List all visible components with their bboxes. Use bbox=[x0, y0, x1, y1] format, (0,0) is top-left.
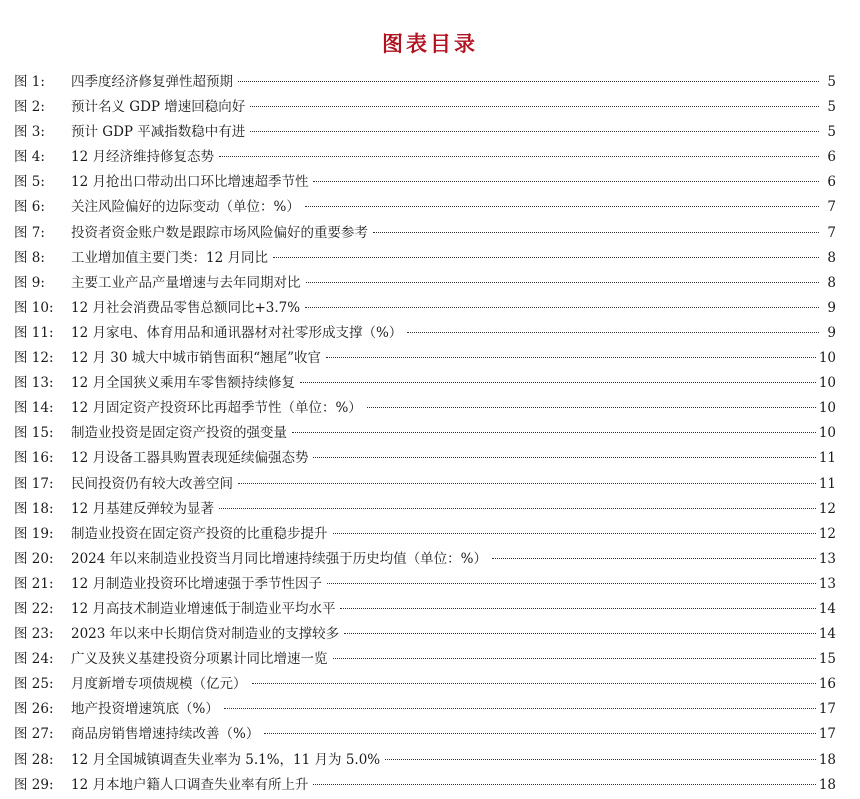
page-number: 17 bbox=[818, 726, 836, 743]
figure-number: 图 21: bbox=[14, 575, 54, 592]
figure-caption: 预计 GDP 平减指数稳中有进 bbox=[71, 124, 246, 141]
page-number: 5 bbox=[827, 74, 836, 90]
dot-leader bbox=[300, 382, 816, 383]
dot-leader bbox=[292, 432, 816, 433]
dot-leader bbox=[340, 608, 815, 609]
toc-entry[interactable] bbox=[14, 321, 836, 346]
page-number: 8 bbox=[827, 249, 836, 266]
figure-number: 图 26: bbox=[14, 701, 54, 718]
dot-leader bbox=[492, 558, 816, 559]
toc-entry[interactable] bbox=[14, 271, 836, 296]
figure-caption: 12 月高技术制造业增速低于制造业平均水平 bbox=[71, 600, 336, 617]
page-number: 10 bbox=[818, 375, 836, 392]
toc-entry[interactable] bbox=[14, 522, 836, 547]
page-number: 10 bbox=[818, 400, 836, 417]
toc-entry[interactable] bbox=[14, 622, 836, 647]
figure-caption: 主要工业产品产量增速与去年同期对比 bbox=[71, 274, 301, 291]
figure-caption: 12 月设备工器具购置表现延续偏强态势 bbox=[71, 450, 309, 467]
dot-leader bbox=[313, 457, 815, 458]
dot-leader bbox=[305, 206, 819, 207]
toc-entry[interactable] bbox=[14, 396, 836, 421]
figure-number: 图 7: bbox=[14, 224, 45, 241]
page-number: 12 bbox=[818, 525, 836, 542]
figure-caption: 四季度经济修复弹性超预期 bbox=[71, 74, 233, 90]
toc-entry[interactable] bbox=[14, 145, 836, 170]
figure-caption: 月度新增专项债规模（亿元） bbox=[71, 676, 247, 693]
figure-caption: 2023 年以来中长期信贷对制造业的支撑较多 bbox=[71, 626, 340, 643]
page-number: 6 bbox=[827, 174, 836, 191]
toc-entry[interactable] bbox=[14, 597, 836, 622]
figure-number: 图 11: bbox=[14, 324, 54, 341]
toc-entry[interactable] bbox=[14, 170, 836, 195]
figure-caption: 制造业投资是固定资产投资的强变量 bbox=[71, 425, 287, 442]
toc-entry[interactable] bbox=[14, 195, 836, 220]
toc-entry[interactable] bbox=[14, 697, 836, 722]
figure-number: 图 5: bbox=[14, 174, 45, 191]
figure-number: 图 13: bbox=[14, 375, 54, 392]
page-number: 10 bbox=[818, 350, 836, 367]
figure-number: 图 12: bbox=[14, 350, 54, 367]
dot-leader bbox=[327, 583, 816, 584]
figure-caption: 12 月家电、体育用品和通讯器材对社零形成支撑（%） bbox=[71, 324, 403, 341]
toc-entry[interactable] bbox=[14, 421, 836, 446]
page-number: 7 bbox=[827, 224, 836, 241]
figure-caption: 商品房销售增速持续改善（%） bbox=[71, 726, 260, 743]
page-number: 13 bbox=[818, 575, 836, 592]
figure-number: 图 27: bbox=[14, 726, 54, 743]
dot-leader bbox=[250, 106, 819, 107]
dot-leader bbox=[333, 533, 816, 534]
toc-list bbox=[14, 70, 836, 798]
figure-number: 图 6: bbox=[14, 199, 45, 216]
figure-caption: 预计名义 GDP 增速回稳向好 bbox=[71, 99, 246, 116]
figure-caption: 广义及狭义基建投资分项累计同比增速一览 bbox=[71, 651, 328, 668]
figure-number: 图 15: bbox=[14, 425, 54, 442]
toc-entry[interactable] bbox=[14, 647, 836, 672]
figure-caption: 12 月制造业投资环比增速强于季节性因子 bbox=[71, 575, 322, 592]
dot-leader bbox=[326, 357, 816, 358]
toc-entry[interactable] bbox=[14, 572, 836, 597]
page-number: 5 bbox=[827, 124, 836, 141]
dot-leader bbox=[252, 683, 816, 684]
figure-number: 图 23: bbox=[14, 626, 54, 643]
figure-caption: 12 月社会消费品零售总额同比+3.7% bbox=[71, 299, 301, 316]
dot-leader bbox=[313, 181, 819, 182]
figure-number: 图 8: bbox=[14, 249, 45, 266]
page-number: 14 bbox=[818, 626, 836, 643]
dot-leader bbox=[373, 232, 819, 233]
toc-entry[interactable] bbox=[14, 748, 836, 773]
page-number: 15 bbox=[818, 651, 836, 668]
figure-number: 图 17: bbox=[14, 475, 54, 492]
dot-leader bbox=[333, 658, 816, 659]
dot-leader bbox=[250, 131, 819, 132]
figure-caption: 12 月固定资产投资环比再超季节性（单位：%） bbox=[71, 400, 362, 417]
figure-caption: 12 月基建反弹较为显著 bbox=[71, 500, 214, 517]
toc-entry[interactable] bbox=[14, 371, 836, 396]
dot-leader bbox=[407, 332, 819, 333]
figure-number: 图 3: bbox=[14, 124, 45, 141]
figure-caption: 12 月本地户籍人口调查失业率有所上升 bbox=[71, 776, 309, 793]
figure-caption: 地产投资增速筑底（%） bbox=[71, 701, 219, 718]
figure-number: 图 22: bbox=[14, 600, 54, 617]
toc-entry[interactable] bbox=[14, 446, 836, 471]
figure-number: 图 16: bbox=[14, 450, 54, 467]
toc-entry[interactable] bbox=[14, 472, 836, 497]
figure-caption: 2024 年以来制造业投资当月同比增速持续强于历史均值（单位：%） bbox=[71, 550, 487, 567]
figure-number: 图 28: bbox=[14, 751, 54, 768]
page-number: 17 bbox=[818, 701, 836, 718]
page-number: 11 bbox=[818, 450, 836, 467]
dot-leader bbox=[224, 708, 816, 709]
toc-entry[interactable] bbox=[14, 120, 836, 145]
figure-number: 图 20: bbox=[14, 550, 54, 567]
dot-leader bbox=[273, 257, 819, 258]
page-number: 10 bbox=[818, 425, 836, 442]
dot-leader bbox=[367, 407, 816, 408]
figure-number: 图 24: bbox=[14, 651, 54, 668]
toc-entry[interactable] bbox=[14, 672, 836, 697]
page-number: 12 bbox=[818, 500, 836, 517]
figure-caption: 投资者资金账户数是跟踪市场风险偏好的重要参考 bbox=[71, 224, 368, 241]
page-number: 13 bbox=[818, 550, 836, 567]
dot-leader bbox=[344, 633, 816, 634]
page-number: 16 bbox=[818, 676, 836, 693]
page-number: 6 bbox=[827, 149, 836, 166]
figure-caption: 12 月全国狭义乘用车零售额持续修复 bbox=[71, 375, 295, 392]
figure-number: 图 4: bbox=[14, 149, 45, 166]
toc-entry[interactable] bbox=[14, 547, 836, 572]
page-number: 7 bbox=[827, 199, 836, 216]
toc-entry[interactable] bbox=[14, 773, 836, 798]
page-number: 5 bbox=[827, 99, 836, 116]
figure-number: 图 19: bbox=[14, 525, 54, 542]
toc-entry[interactable] bbox=[14, 246, 836, 271]
figure-caption: 关注风险偏好的边际变动（单位：%） bbox=[71, 199, 300, 216]
toc-entry[interactable] bbox=[14, 70, 836, 95]
toc-title: 图表目录 bbox=[382, 32, 478, 57]
dot-leader bbox=[306, 282, 820, 283]
figure-number: 图 18: bbox=[14, 500, 54, 517]
toc-entry[interactable] bbox=[14, 497, 836, 522]
dot-leader bbox=[238, 81, 819, 82]
figure-number: 图 10: bbox=[14, 299, 54, 316]
figure-caption: 12 月经济维持修复态势 bbox=[71, 149, 214, 166]
figure-caption: 12 月 30 城大中城市销售面积“翘尾”收官 bbox=[71, 350, 322, 367]
dot-leader bbox=[385, 759, 816, 760]
figure-number: 图 1: bbox=[14, 74, 45, 90]
toc-entry[interactable] bbox=[14, 221, 836, 246]
figure-number: 图 29: bbox=[14, 776, 54, 793]
dot-leader bbox=[305, 307, 819, 308]
dot-leader bbox=[264, 733, 815, 734]
figure-number: 图 2: bbox=[14, 99, 45, 116]
figure-caption: 工业增加值主要门类：12 月同比 bbox=[71, 249, 268, 266]
figure-number: 图 25: bbox=[14, 676, 54, 693]
page-number: 8 bbox=[827, 274, 836, 291]
page-number: 18 bbox=[818, 776, 836, 793]
dot-leader bbox=[313, 784, 815, 785]
page-number: 11 bbox=[818, 475, 836, 492]
page-number: 9 bbox=[827, 299, 836, 316]
dot-leader bbox=[238, 483, 816, 484]
toc-entry[interactable] bbox=[14, 722, 836, 747]
dot-leader bbox=[219, 156, 819, 157]
page-number: 18 bbox=[818, 751, 836, 768]
figure-number: 图 9: bbox=[14, 274, 45, 291]
page-number: 9 bbox=[827, 324, 836, 341]
figure-caption: 民间投资仍有较大改善空间 bbox=[71, 475, 233, 492]
page-number: 14 bbox=[818, 600, 836, 617]
toc-entry[interactable] bbox=[14, 346, 836, 371]
figure-number: 图 14: bbox=[14, 400, 54, 417]
figure-caption: 12 月抢出口带动出口环比增速超季节性 bbox=[71, 174, 309, 191]
figure-caption: 制造业投资在固定资产投资的比重稳步提升 bbox=[71, 525, 328, 542]
figure-caption: 12 月全国城镇调查失业率为 5.1%，11 月为 5.0% bbox=[71, 751, 381, 768]
toc-entry[interactable] bbox=[14, 95, 836, 120]
dot-leader bbox=[219, 508, 816, 509]
toc-entry[interactable] bbox=[14, 296, 836, 321]
